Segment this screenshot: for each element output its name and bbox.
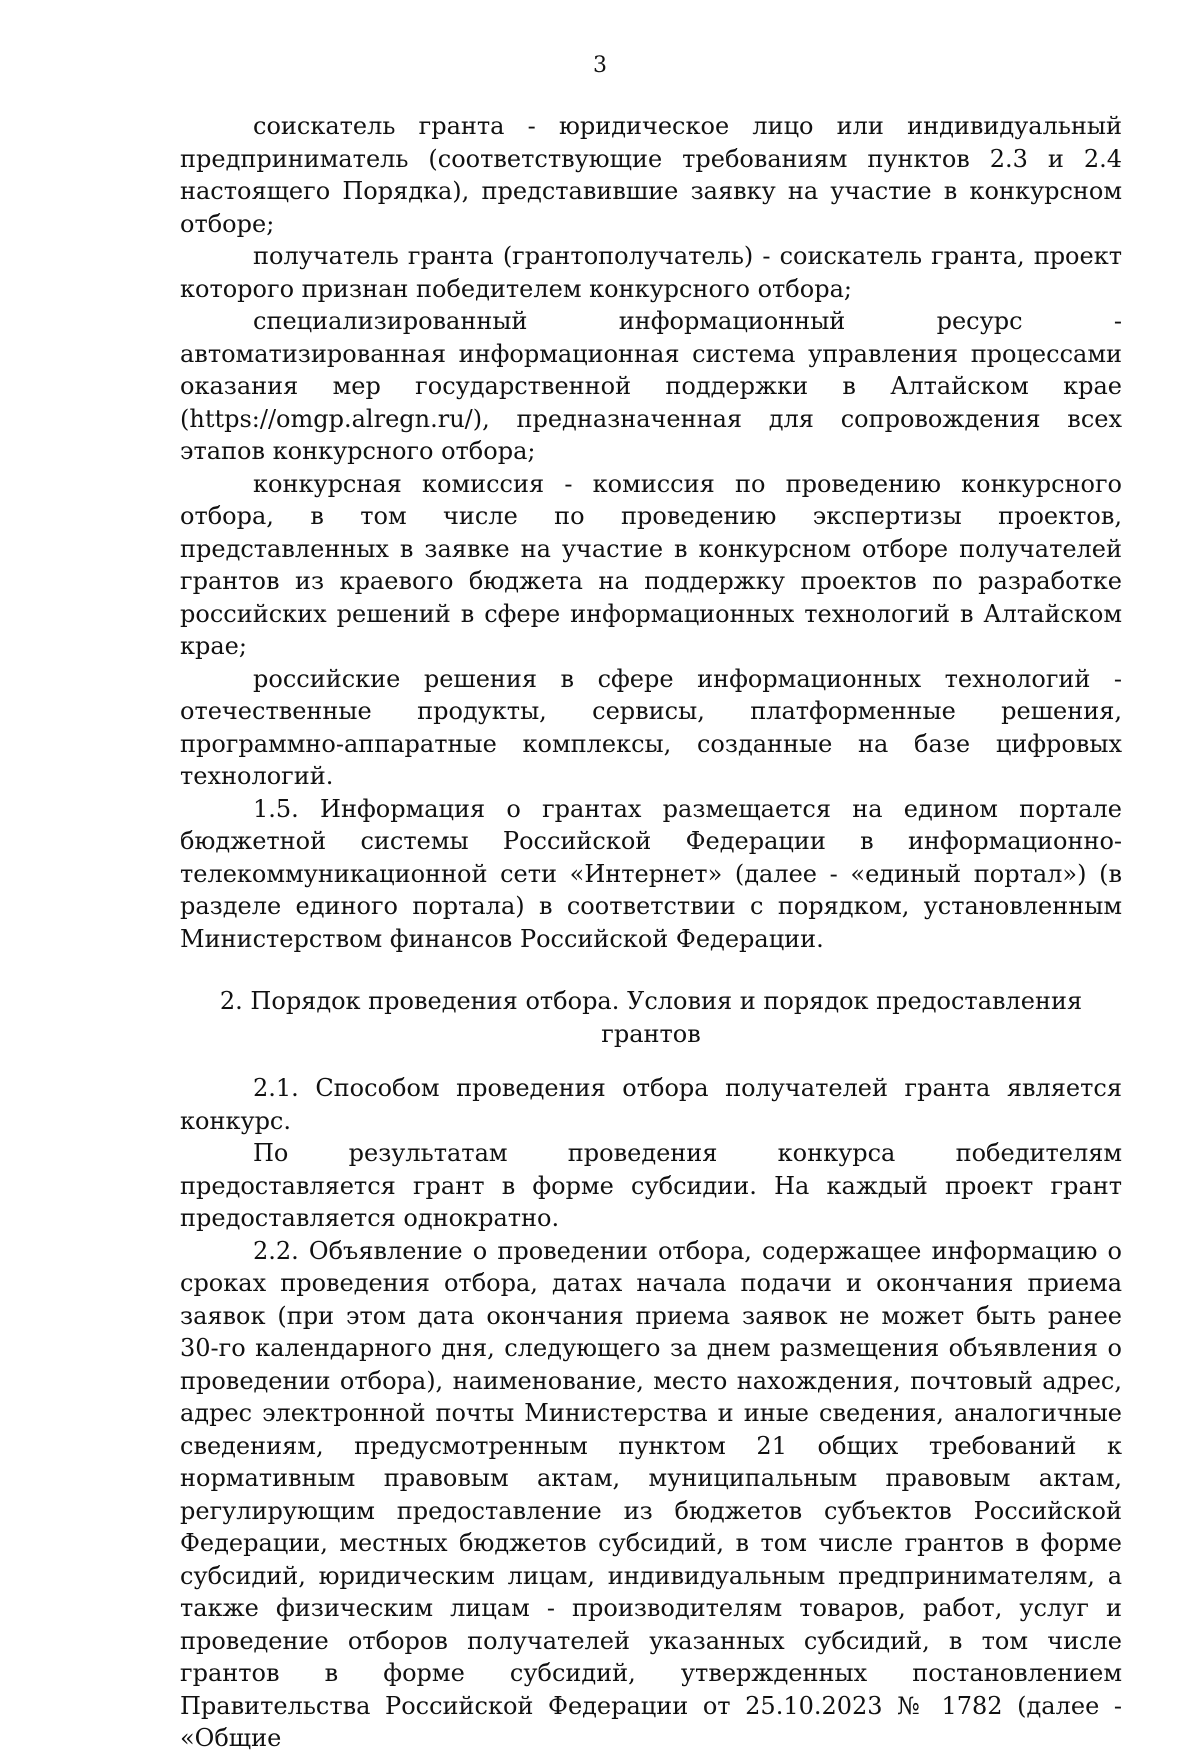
paragraph-competition-commission: конкурсная комиссия - комиссия по проведению конкурсного отбора, в том числе по проведению экспертизы проектов, представленных в заявке на участие в конкурсном отборе получателей грантов из краевого бюджета на поддержку проектов по разработке российских решений в сфере информационных технологий в Алтайском крае; bbox=[180, 469, 1122, 660]
paragraph-russian-solutions: российские решения в сфере информационных технологий - отечественные продукты, сервисы, платформенные решения, программно-аппаратные комплексы, созданные на базе цифровых технологий. bbox=[180, 664, 1122, 790]
paragraph-2-1: 2.1. Способом проведения отбора получателей гранта является конкурс. bbox=[180, 1074, 1122, 1135]
paragraph-2-2: 2.2. Объявление о проведении отбора, содержащее информацию о сроках проведения отбора, датах начала подачи и окончания приема заявок (при этом дата окончания приема заявок не может быть ранее 30-го календарного дня, следующего за днем размещения объявления о проведении отбора), наименование, место нахождения, почтовый адрес, адрес электронной почты Министерства и иные сведения, аналогичные сведениям, предусмотренным пунктом 21 общих требований к нормативным правовым актам, муниципальным правовым актам, регулирующим предоставление из бюджетов субъектов Российской Федерации, местных бюджетов субсидий, в том числе грантов в форме субсидий, юридическим лицам, индивидуальным предпринимателям, а также физическим лицам - производителям товаров, работ, услуг и проведение отборов получателей указанных субсидий, в том числе грантов в форме субсидий, утвержденных постановлением Правительства Российской Федерации от 25.10.2023 № 1782 (далее - «Общие bbox=[180, 1236, 1122, 1752]
paragraph-grant-recipient: получатель гранта (грантополучатель) - соискатель гранта, проект которого признан победителем конкурсного отбора; bbox=[180, 242, 1122, 303]
paragraph-information-resource: специализированный информационный ресурс - автоматизированная информационная система управления процессами оказания мер государственной поддержки в Алтайском крае (https://omgp.alregn.ru/), предназначенная для сопровождения всех этапов конкурсного отбора; bbox=[180, 307, 1122, 465]
section-heading: 2. Порядок проведения отбора. Условия и порядок предоставления грантов bbox=[219, 987, 1083, 1048]
paragraph-grant-applicant: соискатель гранта - юридическое лицо или индивидуальный предприниматель (соответствующие требованиям пунктов 2.3 и 2.4 настоящего Порядка), представившие заявку на участие в конкурсном отборе; bbox=[180, 112, 1122, 238]
document-body bbox=[180, 110, 1122, 1755]
paragraph-1-5: 1.5. Информация о грантах размещается на едином портале бюджетной системы Российской Федерации в информационно-телекоммуникационной сети «Интернет» (далее - «единый портал») (в разделе единого портала) в соответствии с порядком, установленным Министерством финансов Российской Федерации. bbox=[180, 794, 1122, 953]
page-number: 3 bbox=[593, 53, 607, 78]
paragraph-competition-results: По результатам проведения конкурса победителям предоставляется грант в форме субсидии. На каждый проект грант предоставляется однократно. bbox=[180, 1139, 1122, 1232]
